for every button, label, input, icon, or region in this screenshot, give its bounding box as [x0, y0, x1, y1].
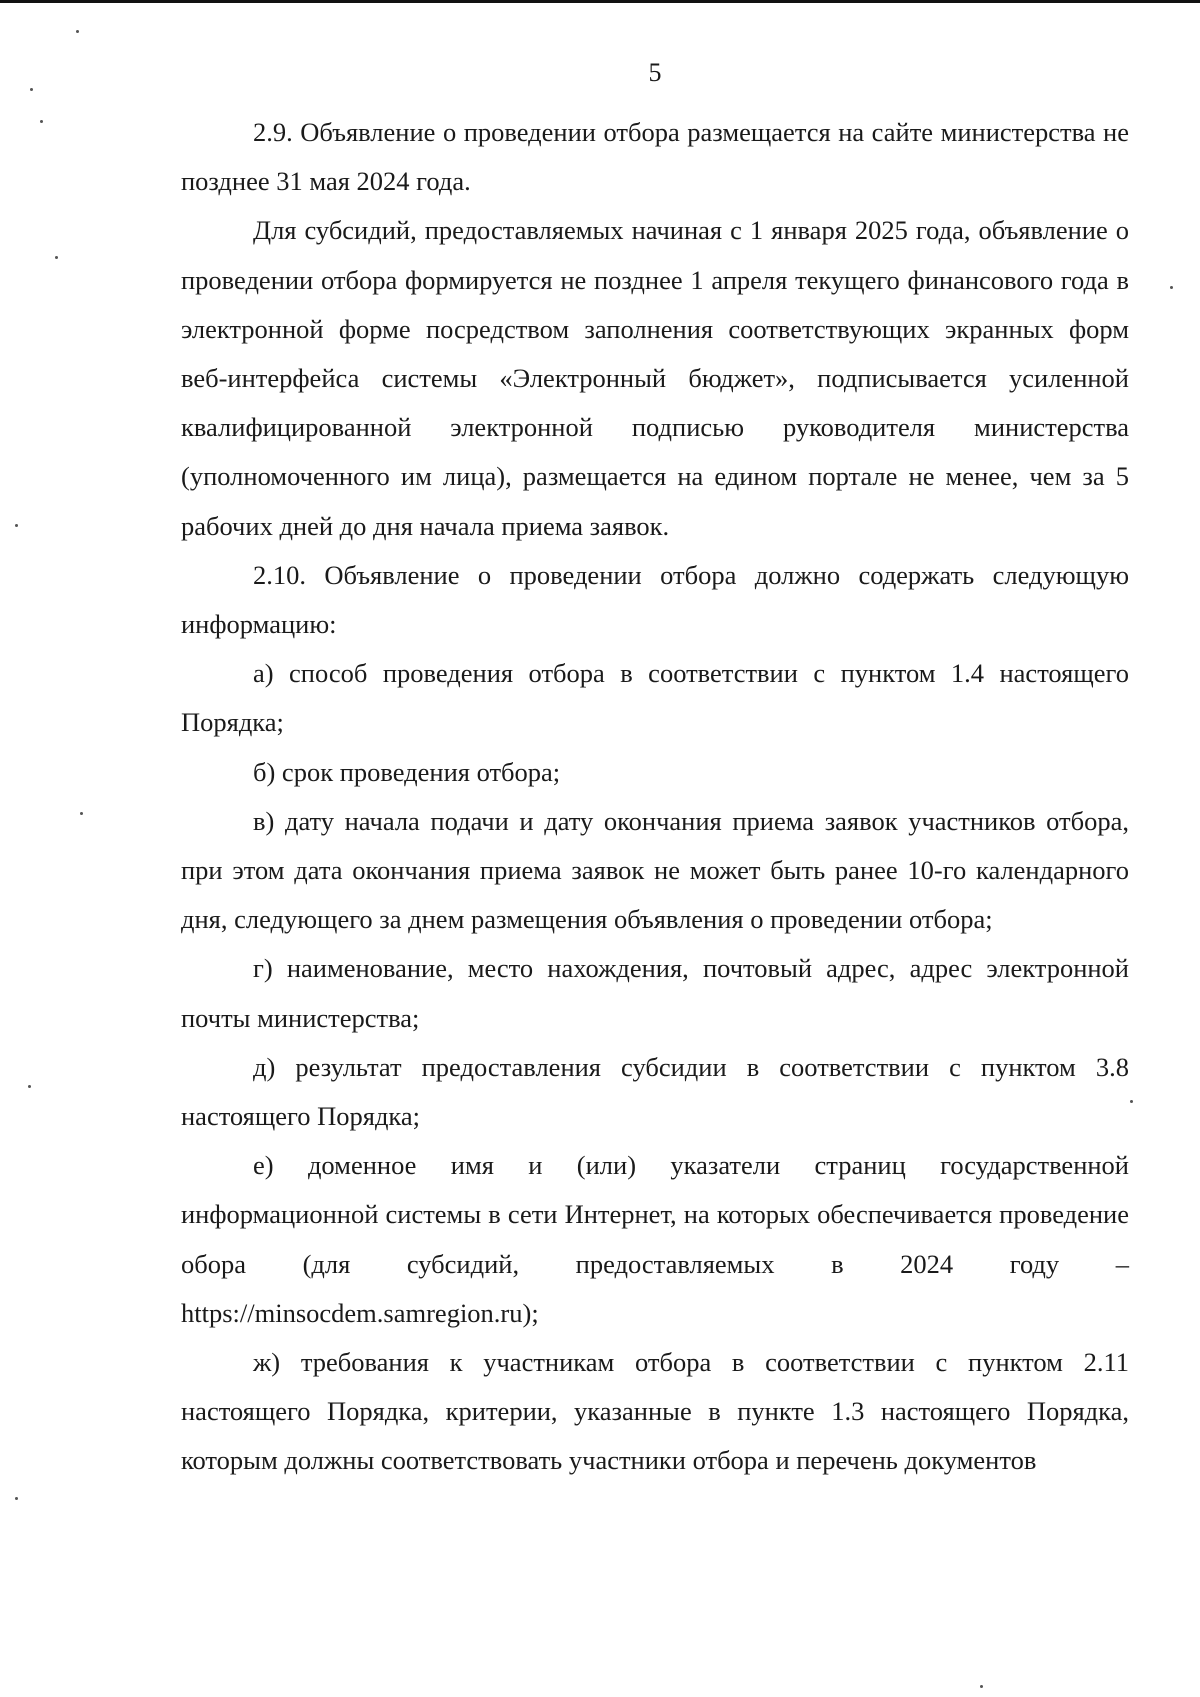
scan-speck [980, 1685, 983, 1688]
scan-speck [80, 812, 83, 815]
list-item-e: е) доменное имя и (или) указатели страниц государственной информационной системы в сети Интернет, на которых обеспечивается проведение обора (для субсидий, предоставляемых в 2024 году – https://minsocdem.samregion.ru); [181, 1150, 1129, 1328]
scan-speck [76, 30, 79, 33]
scan-speck [55, 256, 58, 259]
list-item-a: а) способ проведения отбора в соответствии с пунктом 1.4 настоящего Порядка; [181, 658, 1129, 738]
top-border-line [0, 0, 1200, 3]
scan-speck [28, 1085, 31, 1088]
scan-speck [15, 524, 18, 527]
scan-speck [40, 120, 43, 123]
paragraph-subsidies-2025: Для субсидий, предоставляемых начиная с 1 января 2025 года, объявление о проведении отбора формируется не позднее 1 апреля текущего финансового года в электронной форме посредством заполнения соответствующих экранных форм веб-интерфейса системы «Электронный бюджет», подписывается усиленной квалифицированной электронной подписью руководителя министерства (уполномоченного им лица), размещается на едином портале не менее, чем за 5 рабочих дней до дня начала приема заявок. [181, 215, 1129, 541]
scan-speck [1170, 286, 1173, 289]
list-item-g: г) наименование, место нахождения, почтовый адрес, адрес электронной почты министерства; [181, 953, 1129, 1033]
list-item-zh: ж) требования к участникам отбора в соответствии с пунктом 2.11 настоящего Порядка, критерии, указанные в пункте 1.3 настоящего Порядка, которым должны соответствовать участники отбора и перечень документов [181, 1347, 1129, 1476]
scan-speck [15, 1497, 18, 1500]
list-item-d: д) результат предоставления субсидии в соответствии с пунктом 3.8 настоящего Порядка; [181, 1051, 1129, 1132]
paragraph-2-10: 2.10. Объявление о проведении отбора должно содержать следующую информацию: [181, 559, 1129, 640]
page-number: 5 [648, 58, 662, 87]
list-item-b: б) срок проведения отбора; [253, 756, 561, 787]
scan-speck [30, 88, 33, 91]
document-body [181, 108, 1129, 1486]
list-item-v: в) дату начала подачи и дату окончания приема заявок участников отбора, при этом дата окончания приема заявок не может быть ранее 10-го календарного дня, следующего за днем размещения объявления о проведении отбора; [181, 805, 1129, 935]
paragraph-2-9: 2.9. Объявление о проведении отбора размещается на сайте министерства не позднее 31 мая 2024 года. [181, 117, 1129, 197]
scan-speck [1130, 1100, 1133, 1103]
